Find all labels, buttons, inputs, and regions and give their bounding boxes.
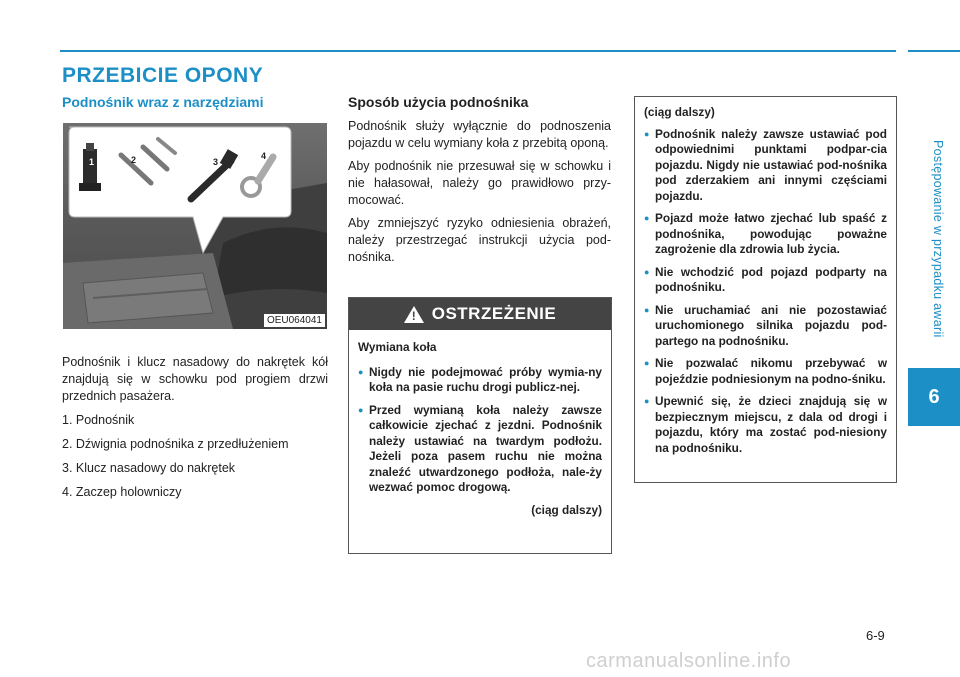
warning-bullet: ● Nie uruchamiać ani nie pozostawiać uruchomionego silnika pojazdu pod-partego na podnośniku. [644, 303, 887, 350]
callout-3: 3 [213, 157, 219, 167]
warning-icon: ! [404, 306, 424, 323]
left-column [62, 354, 328, 508]
jack-tools-photo [63, 123, 327, 329]
callout-4: 4 [261, 151, 267, 161]
page-number: 6-9 [866, 628, 885, 643]
jack-usage-title: Sposób użycia podnośnika [348, 94, 529, 110]
warning-bullet: ● Nie wchodzić pod pojazd podparty na podnośniku. [644, 265, 887, 296]
warning-bullet: ● Pojazd może łatwo zjechać lub spaść z podnośnika, powodując poważne zagrożenie dla zdrowia lub życia. [644, 211, 887, 258]
side-rule [908, 50, 960, 52]
subsection-title: Podnośnik wraz z narzędziami [62, 94, 264, 110]
warning-bullet: ● Podnośnik należy zawsze ustawiać pod odpowiednimi punktami podpar-cia pojazdu. Nigdy nie ustawiać pod-nośnika pod zderzakiem ani innymi częściami pojazdu. [644, 127, 887, 205]
chapter-side-label: Postępowanie w przypadku awarii [931, 140, 945, 338]
continued-warning-box [634, 96, 897, 483]
warning-bullet: ● Upewnić się, że dzieci znajdują się w bezpiecznym miejscu, z dala od drogi i pojazdu, który ma zostać pod-niesiony na podnośniku. [644, 394, 887, 456]
list-item: 2. Dźwignia podnośnika z przedłużeniem [62, 437, 289, 451]
photo-code: OEU064041 [264, 314, 325, 327]
header-rule [60, 50, 896, 52]
warning-box [348, 297, 612, 554]
intro-paragraph: Podnośnik i klucz nasadowy do nakrętek kół znajdują się w schowku pod progiem drzwi przednich pasażera. [62, 355, 328, 403]
paragraph: Podnośnik służy wyłącznie do podnoszenia pojazdu w celu wymiany koła z przebitą oponą. [348, 119, 611, 150]
continued-heading: (ciąg dalszy) [644, 105, 715, 119]
continued-note: (ciąg dalszy) [531, 502, 602, 517]
warning-header [349, 298, 611, 330]
callout-1: 1 [89, 157, 95, 167]
warning-bullet: ● Przed wymianą koła należy zawsze całkowicie zjechać z jezdni. Podnośnik należy ustawiać na twardym podłożu. Jeżeli poza pasem ruchu nie można znaleźć utwardzonego podłoża, nale-ży wezwać pomoc drogową. [358, 403, 602, 496]
list-item: 3. Klucz nasadowy do nakrętek [62, 461, 236, 475]
watermark: carmanualsonline.info [586, 650, 792, 672]
chapter-tab: 6 [908, 368, 960, 426]
callout-2: 2 [131, 155, 137, 165]
warning-label: OSTRZEŻENIE [431, 304, 557, 323]
paragraph: Aby podnośnik nie przesuwał się w schowku i nie hałasował, należy go prawidłowo przy-mocować. [348, 159, 611, 207]
warning-bullet: ● Nie pozwalać nikomu przebywać w pojeździe podniesionym na podno-śniku. [644, 356, 887, 387]
section-title: PRZEBICIE OPONY [62, 64, 264, 87]
paragraph: Aby zmniejszyć ryzyko odniesienia obrażeń, należy przestrzegać instrukcji użycia pod-nośnika. [348, 216, 611, 264]
warning-title: Wymiana koła [358, 340, 437, 354]
warning-bullet: ● Nigdy nie podejmować próby wymia-ny koła na pasie ruchu drogi publicz-nej. [358, 365, 602, 396]
list-item: 4. Zaczep holowniczy [62, 485, 182, 499]
list-item: 1. Podnośnik [62, 413, 135, 427]
middle-column [348, 118, 611, 272]
